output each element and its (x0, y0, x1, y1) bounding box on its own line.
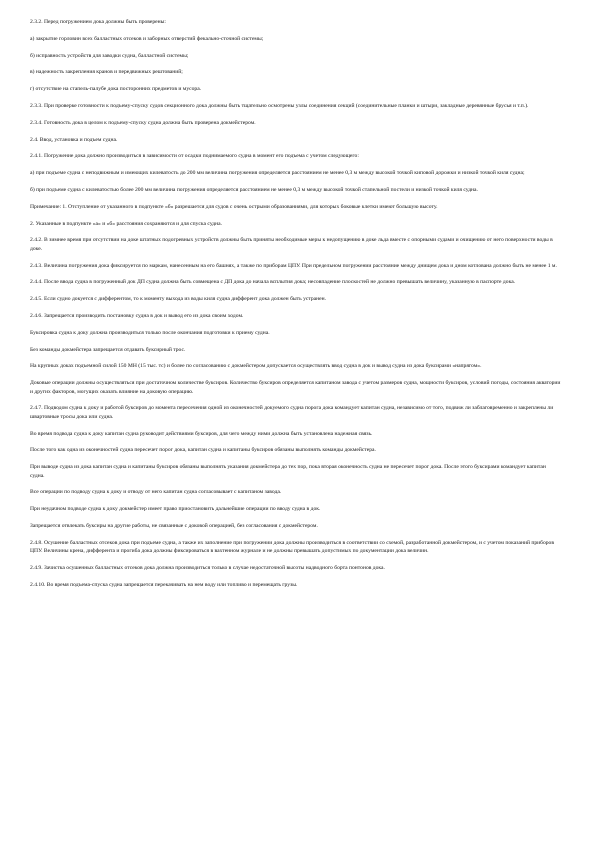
paragraph-2-3-3: 2.3.3. При проверке готовности к подъему-спуску судов секционного дока должны быть тщательно осмотрены узлы соединения секций (соединительные планки и штыри, закладные деревянные брусья и т.п.). (30, 102, 529, 109)
paragraph-2-4-1-b: б) при подъеме судна с килеватостью более 200 мм величина погружения определяется расстоянием не менее 0,3 м между высокой точкой стапельной постели и низкой точкой киля судна. (30, 186, 478, 193)
paragraph-2-4-3: 2.4.3. Величина погружения дока фиксируется по маркам, нанесенным на его башнях, а также по приборам ЦПУ. При предельном погружении расстояние между днищем дока и дном котлована должно быть не менее 1 м. (30, 262, 557, 269)
paragraph-item-a: а) закрытие горловин всех балластных отсеков и заборных отверстий фекально-сточной системы; (30, 35, 264, 42)
section-heading-2-4: 2.4. Ввод, установка и подъем судна. (30, 136, 118, 143)
paragraph-2-3-4: 2.3.4. Готовность дока в целом к подъему-спуску судна должна быть проверена докмейстером. (30, 119, 256, 126)
paragraph-2-4-1: 2.4.1. Погружение дока должно производиться в зависимости от осадки поднимаемого судна в момент его подъема с учетом следующего: (30, 153, 359, 160)
paragraph-2-4-4: 2.4.4. После ввода судна в погруженный док ДП судна должна быть совмещена с ДП дока до начала всплытия дока; несовпадение плоскостей не должно превышать величину, указанную в паспорте дока. (30, 279, 516, 286)
paragraph-tug-diversion: Запрещается отвлекать буксиры на другие работы, не связанные с доковой операцией, без согласования с докмейстером. (30, 522, 318, 529)
paragraph-coordination: Все операции по подводу судна к доку и отводу от него капитан судна согласовывает с капитаном завода. (30, 489, 282, 496)
paragraph-failed-approach: При неудачном подводе судна к доку докмейстер имеет право приостановить дальнейшие операции по вводу судна в док. (30, 506, 321, 513)
paragraph-towing-start: Буксировка судна к доку должна производиться только после окончания подготовки к приему судна. (30, 329, 270, 336)
paragraph-2-4-10: 2.4.10. Во время подъема-спуска судна запрещается перекачивать на нем воду или топливо и перемещать грузы. (30, 581, 298, 588)
paragraph-item-v: в) надежность закрепления кранов и передвижных рештований; (30, 69, 183, 76)
paragraph-item-g: г) отсутствие на стапель-палубе дока посторонних предметов и мусора. (30, 86, 202, 93)
paragraph-item-b: б) исправность устройств для заводки судна, балластной системы; (30, 52, 189, 59)
paragraph-approach-control: Во время подвода судна к доку капитан судна руководит действиями буксиров, для чего между ними должна быть установлена надежная связь. (30, 430, 373, 437)
paragraph-threshold-crossing: После того как одна из оконечностей судна пересечет порог дока, капитан судна и капитаны буксиров обязаны выполнять команды докмейстера. (30, 447, 376, 454)
paragraph-large-docks: На крупных доках подъемной силой 150 МН (15 тыс. тс) и более по согласованию с докмейстером допускается осуществлять ввод судна в док и вывод судна из дока буксирами «напрягом». (30, 363, 482, 370)
paragraph-2-4-7: 2.4.7. Подводом судна к доку и работой буксиров до момента пересечения одной из оконечностей докуемого судна порога дока командует капитан судна, независимо от того, подвиж ли заблаговременно и закреплены ли швартовные тросы дока или судна. (30, 405, 554, 420)
paragraph-undocking: При выводе судна из дока капитан судна и капитаны буксиров обязаны выполнять указания докмейстера до тех пор, пока вторая оконечность судна не пересечет порог дока. После этого буксирами командует капитан судна. (30, 464, 546, 479)
note-2: 2. Указанные в подпункте «а» и «б» расстояния сохраняются и для спуска судна. (30, 220, 223, 227)
paragraph-2-4-8: 2.4.8. Осушение балластных отсеков дока при подъеме судна, а также их заполнение при погружении дока должны производиться в соответствии со схемой, разработанной докмейстером, и с учетом показаний приборов ЦПУ. Величины крена, дифферента и прогиба дока должны фиксироваться в вахтенном журнале и не должны превышать допустимых по документации дока величин. (30, 539, 554, 555)
paragraph-2-4-2: 2.4.2. В зимнее время при отсутствии на доке штатных подогревных устройств должны быть приняты необходимые меры к недопущению в доке льда вместе с опорными судами и очищению от него поверхности воды в доке. (30, 237, 553, 252)
paragraph-2-4-1-a: а) при подъеме судна с неподвижным и имеющих килеватость до 200 мм величина погружения определяется расстоянием не менее 0,3 м между высокой точкой киповой дорожки и низкой точкой киля судна; (30, 170, 525, 177)
paragraph-2-4-9: 2.4.9. Зачистка осушенных балластных отсеков дока должна производиться только в случае недостаточной высоты надводного борта понтонов дока. (30, 564, 385, 571)
paragraph-2-4-6: 2.4.6. Запрещается производить постановку судна в док и вывод его из дока своим ходом. (30, 312, 244, 319)
paragraph-tow-rope: Без команды докмейстера запрещается отдавать буксирный трос. (30, 346, 186, 353)
paragraph-tugs-count: Доковые операции должны осуществляться при достаточном количестве буксиров. Количество буксиров определяется капитаном завода с учетом размеров судна, мощности буксиров, условий погоды, состояния акватории и других факторов, могущих оказать влияние на доковую операцию. (30, 380, 561, 395)
paragraph-2-3-2: 2.3.2. Перед погружением дока должны быть проверены: (30, 19, 166, 25)
paragraph-2-4-5: 2.4.5. Если судно докуется с дифферентом, то к моменту выхода из воды киля судна дифферент дока должен быть устранен. (30, 296, 327, 303)
note-1: Примечание: 1. Отступление от указанного в подпункте «б» разрешается для судов с очень острыми образованиями, для которых боковые клетки имеют большую высоту. (30, 203, 438, 210)
